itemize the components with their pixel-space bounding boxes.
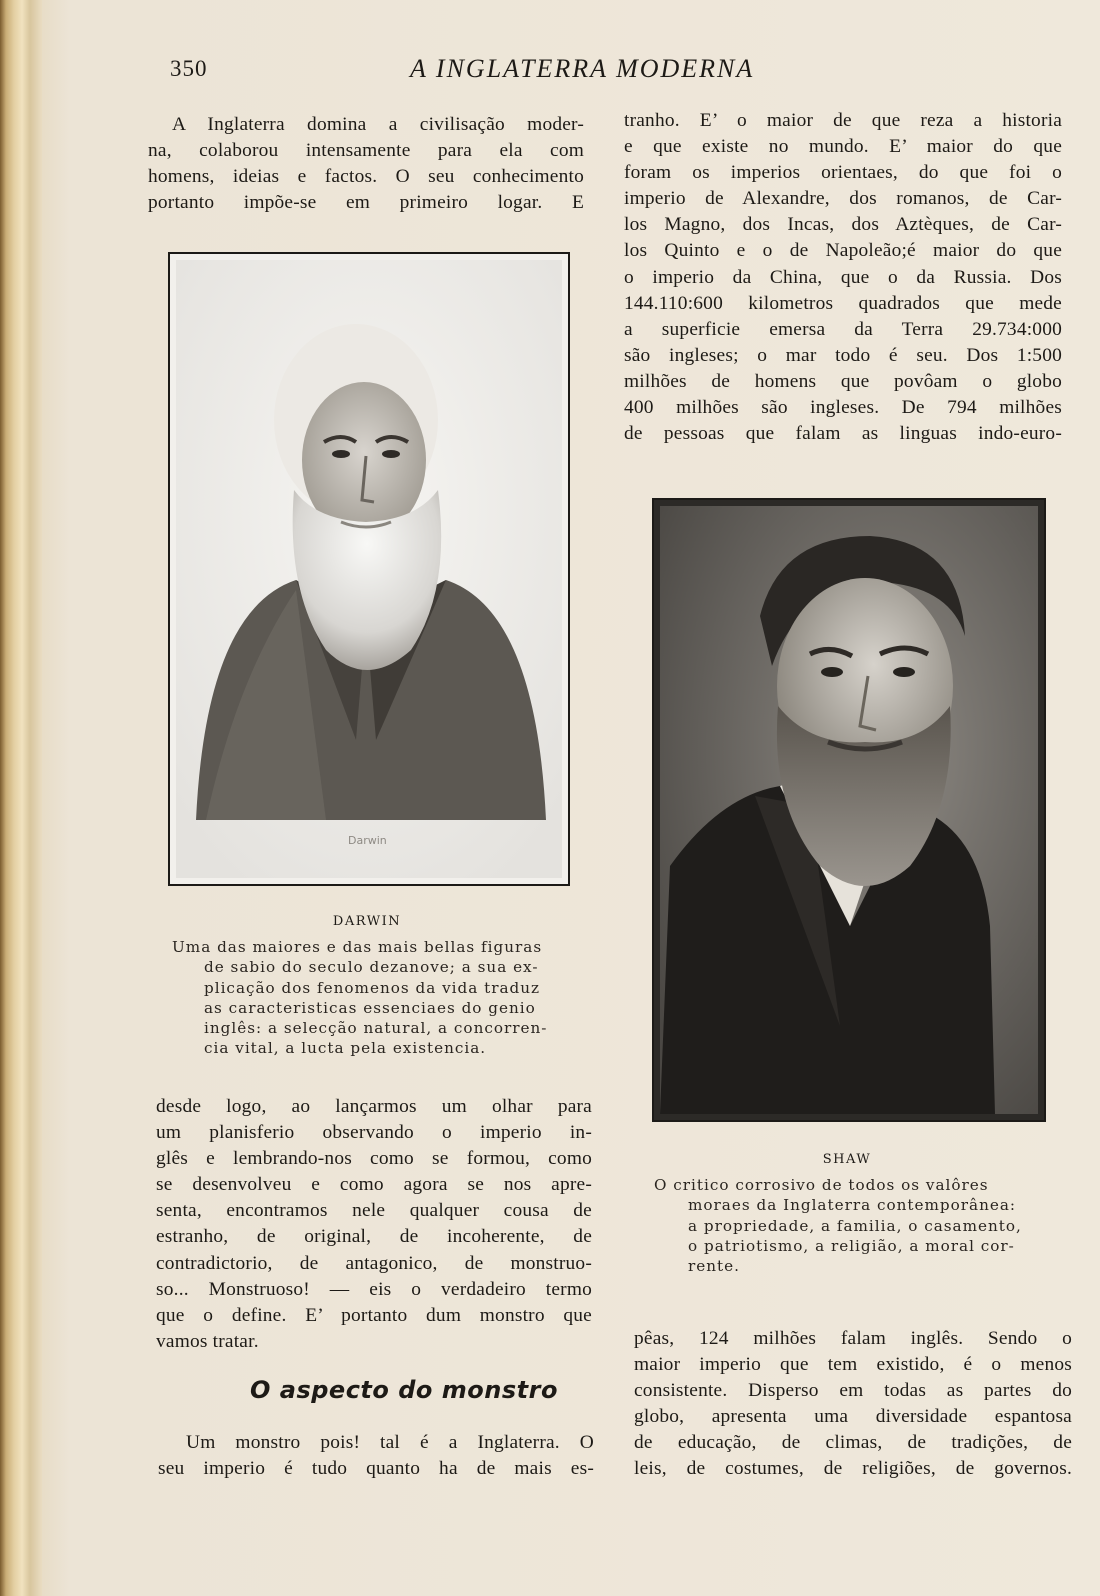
text-line: um planisferio observando o imperio in- (156, 1122, 592, 1144)
caption-line: de sabio do seculo dezanove; a sua ex- (204, 958, 539, 977)
darwin-caption (172, 937, 572, 1059)
text-line: estranho, de original, de incoherente, de (156, 1226, 592, 1248)
text-line: de pessoas que falam as linguas indo-euro- (624, 423, 1062, 445)
text-line: são ingleses; o mar todo é seu. Dos 1:500 (624, 344, 1062, 366)
empire-paragraph (624, 108, 1062, 447)
shaw-photo (660, 506, 1038, 1114)
text-line: contradictorio, de antagonico, de monstruo- (156, 1252, 592, 1274)
darwin-caption-title: DARWIN (332, 914, 402, 929)
book-binding-edge (0, 0, 42, 1596)
text-line: leis, de costumes, de religiões, de governos. (634, 1458, 1072, 1480)
page-number: 350 (170, 56, 208, 81)
monster-paragraph (156, 1094, 592, 1355)
diversity-paragraph (634, 1326, 1072, 1483)
text-line: so... Monstruoso! — eis o verdadeiro termo (156, 1278, 592, 1300)
intro-paragraph (148, 112, 584, 216)
running-title: A INGLATERRA MODERNA (410, 54, 755, 83)
caption-line: inglês: a selecção natural, a concorren- (204, 1019, 548, 1038)
shaw-portrait (652, 498, 1046, 1122)
photo-signature: Darwin (348, 834, 387, 847)
text-line: Um monstro pois! tal é a Inglaterra. O (186, 1432, 594, 1453)
caption-line: O critico corrosivo de todos os valôres (654, 1176, 989, 1194)
caption-line: o patriotismo, a religião, a moral cor- (688, 1236, 1015, 1255)
text-line: pêas, 124 milhões falam inglês. Sendo o (634, 1328, 1072, 1349)
text-line: maior imperio que tem existido, é o menos (634, 1354, 1072, 1376)
shaw-caption-title: SHAW (822, 1152, 872, 1167)
text-line: na, colaborou intensamente para ela com (148, 140, 584, 162)
text-line: a superficie emersa da Terra 29.734:000 (624, 318, 1062, 340)
text-line: globo, apresenta uma diversidade espantosa (634, 1406, 1072, 1428)
text-line: tranho. E’ o maior de que reza a historia (624, 110, 1062, 131)
shaw-caption (654, 1175, 1054, 1276)
text-line: 144.110:600 kilometros quadrados que mede (624, 292, 1062, 314)
text-line: se desenvolveu e como agora se nos apre- (156, 1174, 592, 1196)
darwin-photo (176, 260, 562, 878)
text-line: vamos tratar. (156, 1330, 259, 1352)
darwin-portrait-illustration (176, 260, 562, 878)
text-line: milhões de homens que povôam o globo (624, 370, 1062, 392)
page-header (170, 54, 1050, 88)
caption-line: cia vital, a lucta pela existencia. (204, 1039, 487, 1058)
caption-line: rente. (688, 1257, 740, 1276)
text-line: seu imperio é tudo quanto ha de mais es- (158, 1458, 594, 1480)
text-line: senta, encontramos nele qualquer cousa de (156, 1200, 592, 1222)
text-line: foram os imperios orientaes, do que foi o (624, 162, 1062, 184)
text-line: de educação, de climas, de tradições, de (634, 1432, 1072, 1454)
text-line: e que existe no mundo. E’ maior do que (624, 136, 1062, 158)
text-line: glês e lembrando-nos como se formou, como (156, 1148, 592, 1170)
text-line: 400 milhões são ingleses. De 794 milhões (624, 397, 1062, 419)
text-line: consistente. Disperso em todas as partes do (634, 1380, 1072, 1402)
text-line: que o define. E’ portanto dum monstro que (156, 1304, 592, 1326)
caption-line: plicação dos fenomenos da vida traduz (204, 978, 541, 997)
section-heading: O aspecto do monstro (250, 1376, 558, 1404)
shaw-portrait-illustration (660, 506, 1038, 1114)
text-line: homens, ideias e factos. O seu conhecimento (148, 166, 584, 188)
caption-line: as caracteristicas essenciaes do genio (204, 998, 536, 1017)
text-line: portanto impõe-se em primeiro logar. E (148, 192, 584, 214)
text-line: A Inglaterra domina a civilisação moder- (172, 114, 584, 135)
text-line: los Quinto e o de Napoleão;é maior do que (624, 240, 1062, 262)
text-line: los Magno, dos Incas, dos Aztèques, de Car- (624, 214, 1062, 236)
text-line: o imperio da China, que o da Russia. Dos (624, 266, 1062, 288)
monster-intro-paragraph (158, 1430, 594, 1482)
caption-line: moraes da Inglaterra contemporânea: (688, 1196, 1017, 1215)
text-line: imperio de Alexandre, dos romanos, de Car- (624, 188, 1062, 210)
text-line: desde logo, ao lançarmos um olhar para (156, 1096, 592, 1117)
caption-line: Uma das maiores e das mais bellas figuras (172, 938, 543, 956)
caption-line: a propriedade, a familia, o casamento, (688, 1216, 1022, 1235)
darwin-portrait (168, 252, 570, 886)
